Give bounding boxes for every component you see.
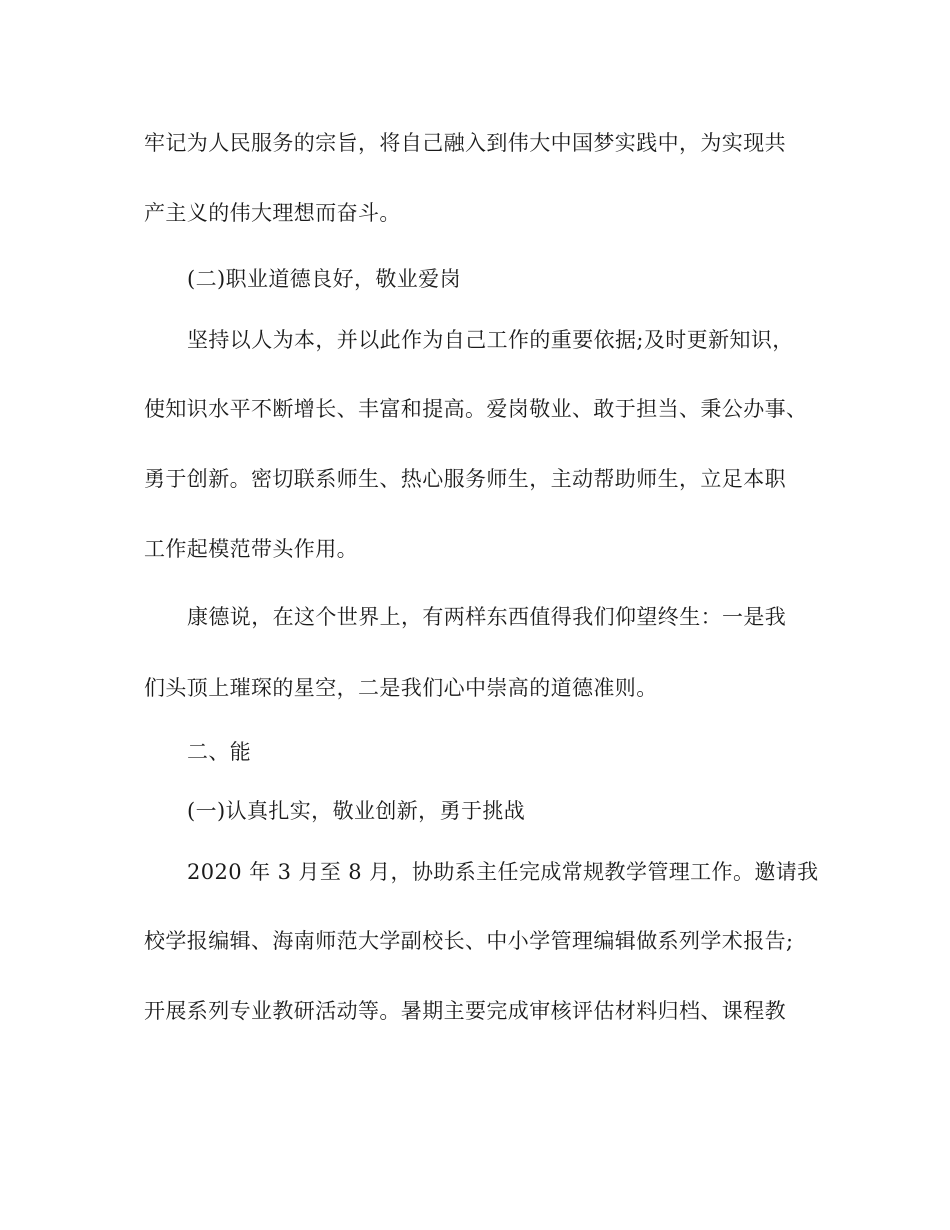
- paragraph-first-line: 康德说，在这个世界上，有两样东西值得我们仰望终生：一是我: [187, 605, 787, 629]
- body-text-line: 校学报编辑、海南师范大学副校长、中小学管理编辑做系列学术报告;: [144, 929, 794, 953]
- body-text-line: 产主义的伟大理想而奋斗。: [144, 201, 401, 225]
- subsection-heading: (一)认真扎实，敬业创新，勇于挑战: [187, 799, 526, 823]
- paragraph-first-line: 坚持以人为本，并以此作为自己工作的重要依据;及时更新知识，: [187, 328, 794, 352]
- body-text-line: 牢记为人民服务的宗旨，将自己融入到伟大中国梦实践中，为实现共: [144, 131, 786, 155]
- paragraph-first-line: 2020 年 3 月至 8 月，协助系主任完成常规教学管理工作。邀请我: [187, 860, 819, 884]
- body-text-line: 勇于创新。密切联系师生、热心服务师生，主动帮助师生，立足本职: [144, 467, 786, 491]
- section-heading: 二、能: [187, 740, 252, 764]
- body-text-line: 工作起模范带头作用。: [144, 537, 358, 561]
- section-heading: (二)职业道德良好，敬业爱岗: [187, 267, 461, 291]
- body-text-line: 使知识水平不断增长、丰富和提高。爱岗敬业、敢于担当、秉公办事、: [144, 397, 808, 421]
- body-text-line: 们头顶上璀琛的星空，二是我们心中崇高的道德准则。: [144, 676, 658, 700]
- body-text-line: 开展系列专业教研活动等。暑期主要完成审核评估材料归档、课程教: [144, 999, 786, 1023]
